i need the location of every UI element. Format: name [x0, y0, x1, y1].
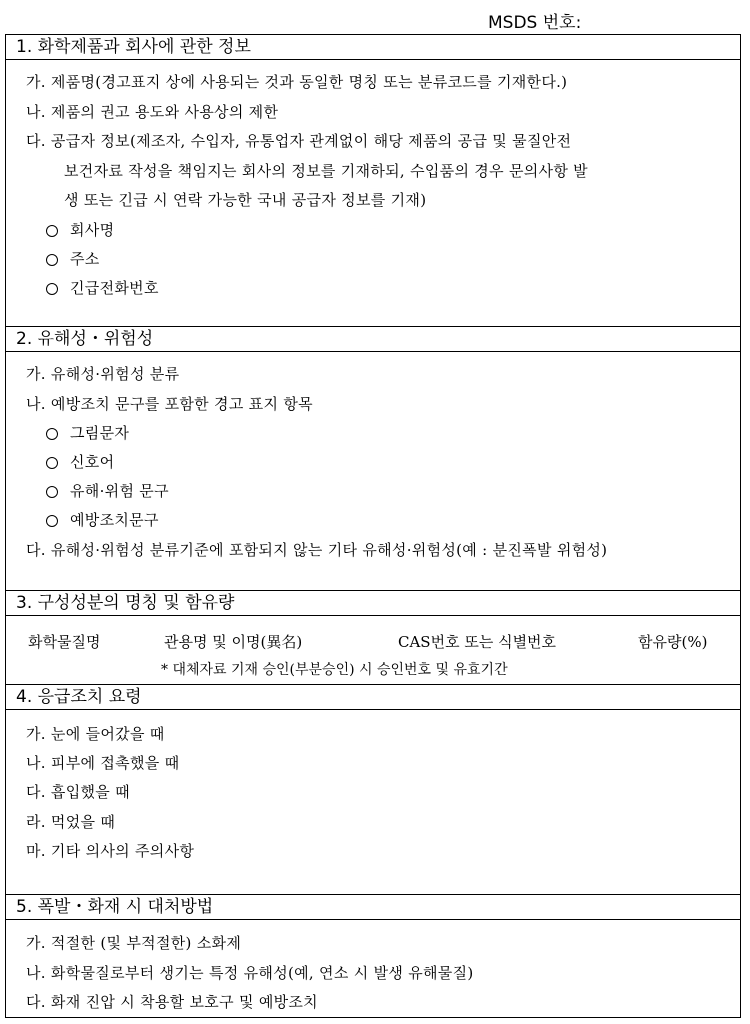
section-1: [6, 35, 740, 325]
section-3-note: * 대체자료 기재 승인(부분승인) 시 승인번호 및 유효기간: [161, 662, 508, 678]
section-4-item: 다. 흡입했을 때: [26, 783, 130, 801]
circle-bullet-icon: [46, 254, 58, 266]
section-2-item-ga: 가. 유해성·위험성 분류: [26, 365, 180, 383]
section-1-item-da-cont: 생 또는 긴급 시 연락 가능한 국내 공급자 정보를 기재): [64, 191, 427, 209]
section-2: [6, 326, 740, 591]
column-chemical-name: 화학물질명: [28, 633, 101, 651]
section-3-title: 3. 구성성분의 명칭 및 함유량: [6, 591, 740, 616]
section-4-item: 마. 기타 의사의 주의사항: [26, 842, 195, 860]
sub-item-emergency-phone: 긴급전화번호: [46, 277, 159, 298]
section-5-title: 5. 폭발・화재 시 대처방법: [6, 895, 740, 920]
msds-number-label: MSDS 번호:: [488, 13, 582, 33]
section-4-item: 나. 피부에 접촉했을 때: [26, 754, 180, 772]
section-4: [6, 684, 740, 895]
section-5-item: 나. 화학물질로부터 생기는 특정 유해성(예, 연소 시 발생 유해물질): [26, 964, 474, 982]
section-4-title: 4. 응급조치 요령: [6, 685, 740, 710]
section-4-item: 라. 먹었을 때: [26, 813, 116, 831]
circle-bullet-icon: [46, 486, 58, 498]
circle-bullet-icon: [46, 428, 58, 440]
section-5-item: 다. 화재 진압 시 착용할 보호구 및 예방조치: [26, 993, 318, 1011]
section-4-item: 가. 눈에 들어갔을 때: [26, 725, 165, 743]
section-1-item-ga: 가. 제품명(경고표지 상에 사용되는 것과 동일한 명칭 또는 분류코드를 기재한다.): [26, 73, 568, 91]
sub-item-hazard-statement: 유해·위험 문구: [46, 480, 169, 501]
column-content-percent: 함유량(%): [638, 633, 708, 651]
circle-bullet-icon: [46, 225, 58, 237]
sub-item-precaution-statement: 예방조치문구: [46, 509, 159, 530]
sub-item-address: 주소: [46, 248, 100, 269]
msds-form: [5, 34, 741, 1018]
circle-bullet-icon: [46, 283, 58, 295]
section-2-title: 2. 유해성・위험성: [6, 327, 740, 352]
section-2-item-na: 나. 예방조치 문구를 포함한 경고 표지 항목: [26, 395, 313, 413]
column-cas-number: CAS번호 또는 식별번호: [398, 633, 557, 651]
section-2-item-da: 다. 유해성·위험성 분류기준에 포함되지 않는 기타 유해성·위험성(예 : 분진폭발 위험성): [26, 541, 608, 559]
section-1-item-da: 다. 공급자 정보(제조자, 수입자, 유통업자 관계없이 해당 제품의 공급 및 물질안전: [26, 132, 572, 150]
circle-bullet-icon: [46, 515, 58, 527]
sub-item-signal-word: 신호어: [46, 451, 114, 472]
column-common-name: 관용명 및 이명(異名): [164, 633, 303, 651]
section-5-item: 가. 적절한 (및 부적절한) 소화제: [26, 934, 242, 952]
section-3: [6, 590, 740, 685]
section-1-title: 1. 화학제품과 회사에 관한 정보: [6, 35, 740, 60]
sub-item-company-name: 회사명: [46, 219, 114, 240]
sub-item-pictogram: 그림문자: [46, 422, 129, 443]
section-5: [6, 894, 740, 1019]
section-1-item-na: 나. 제품의 권고 용도와 사용상의 제한: [26, 103, 279, 121]
section-1-item-da-cont: 보건자료 작성을 책임지는 회사의 정보를 기재하되, 수입품의 경우 문의사항 발: [64, 162, 588, 180]
circle-bullet-icon: [46, 457, 58, 469]
